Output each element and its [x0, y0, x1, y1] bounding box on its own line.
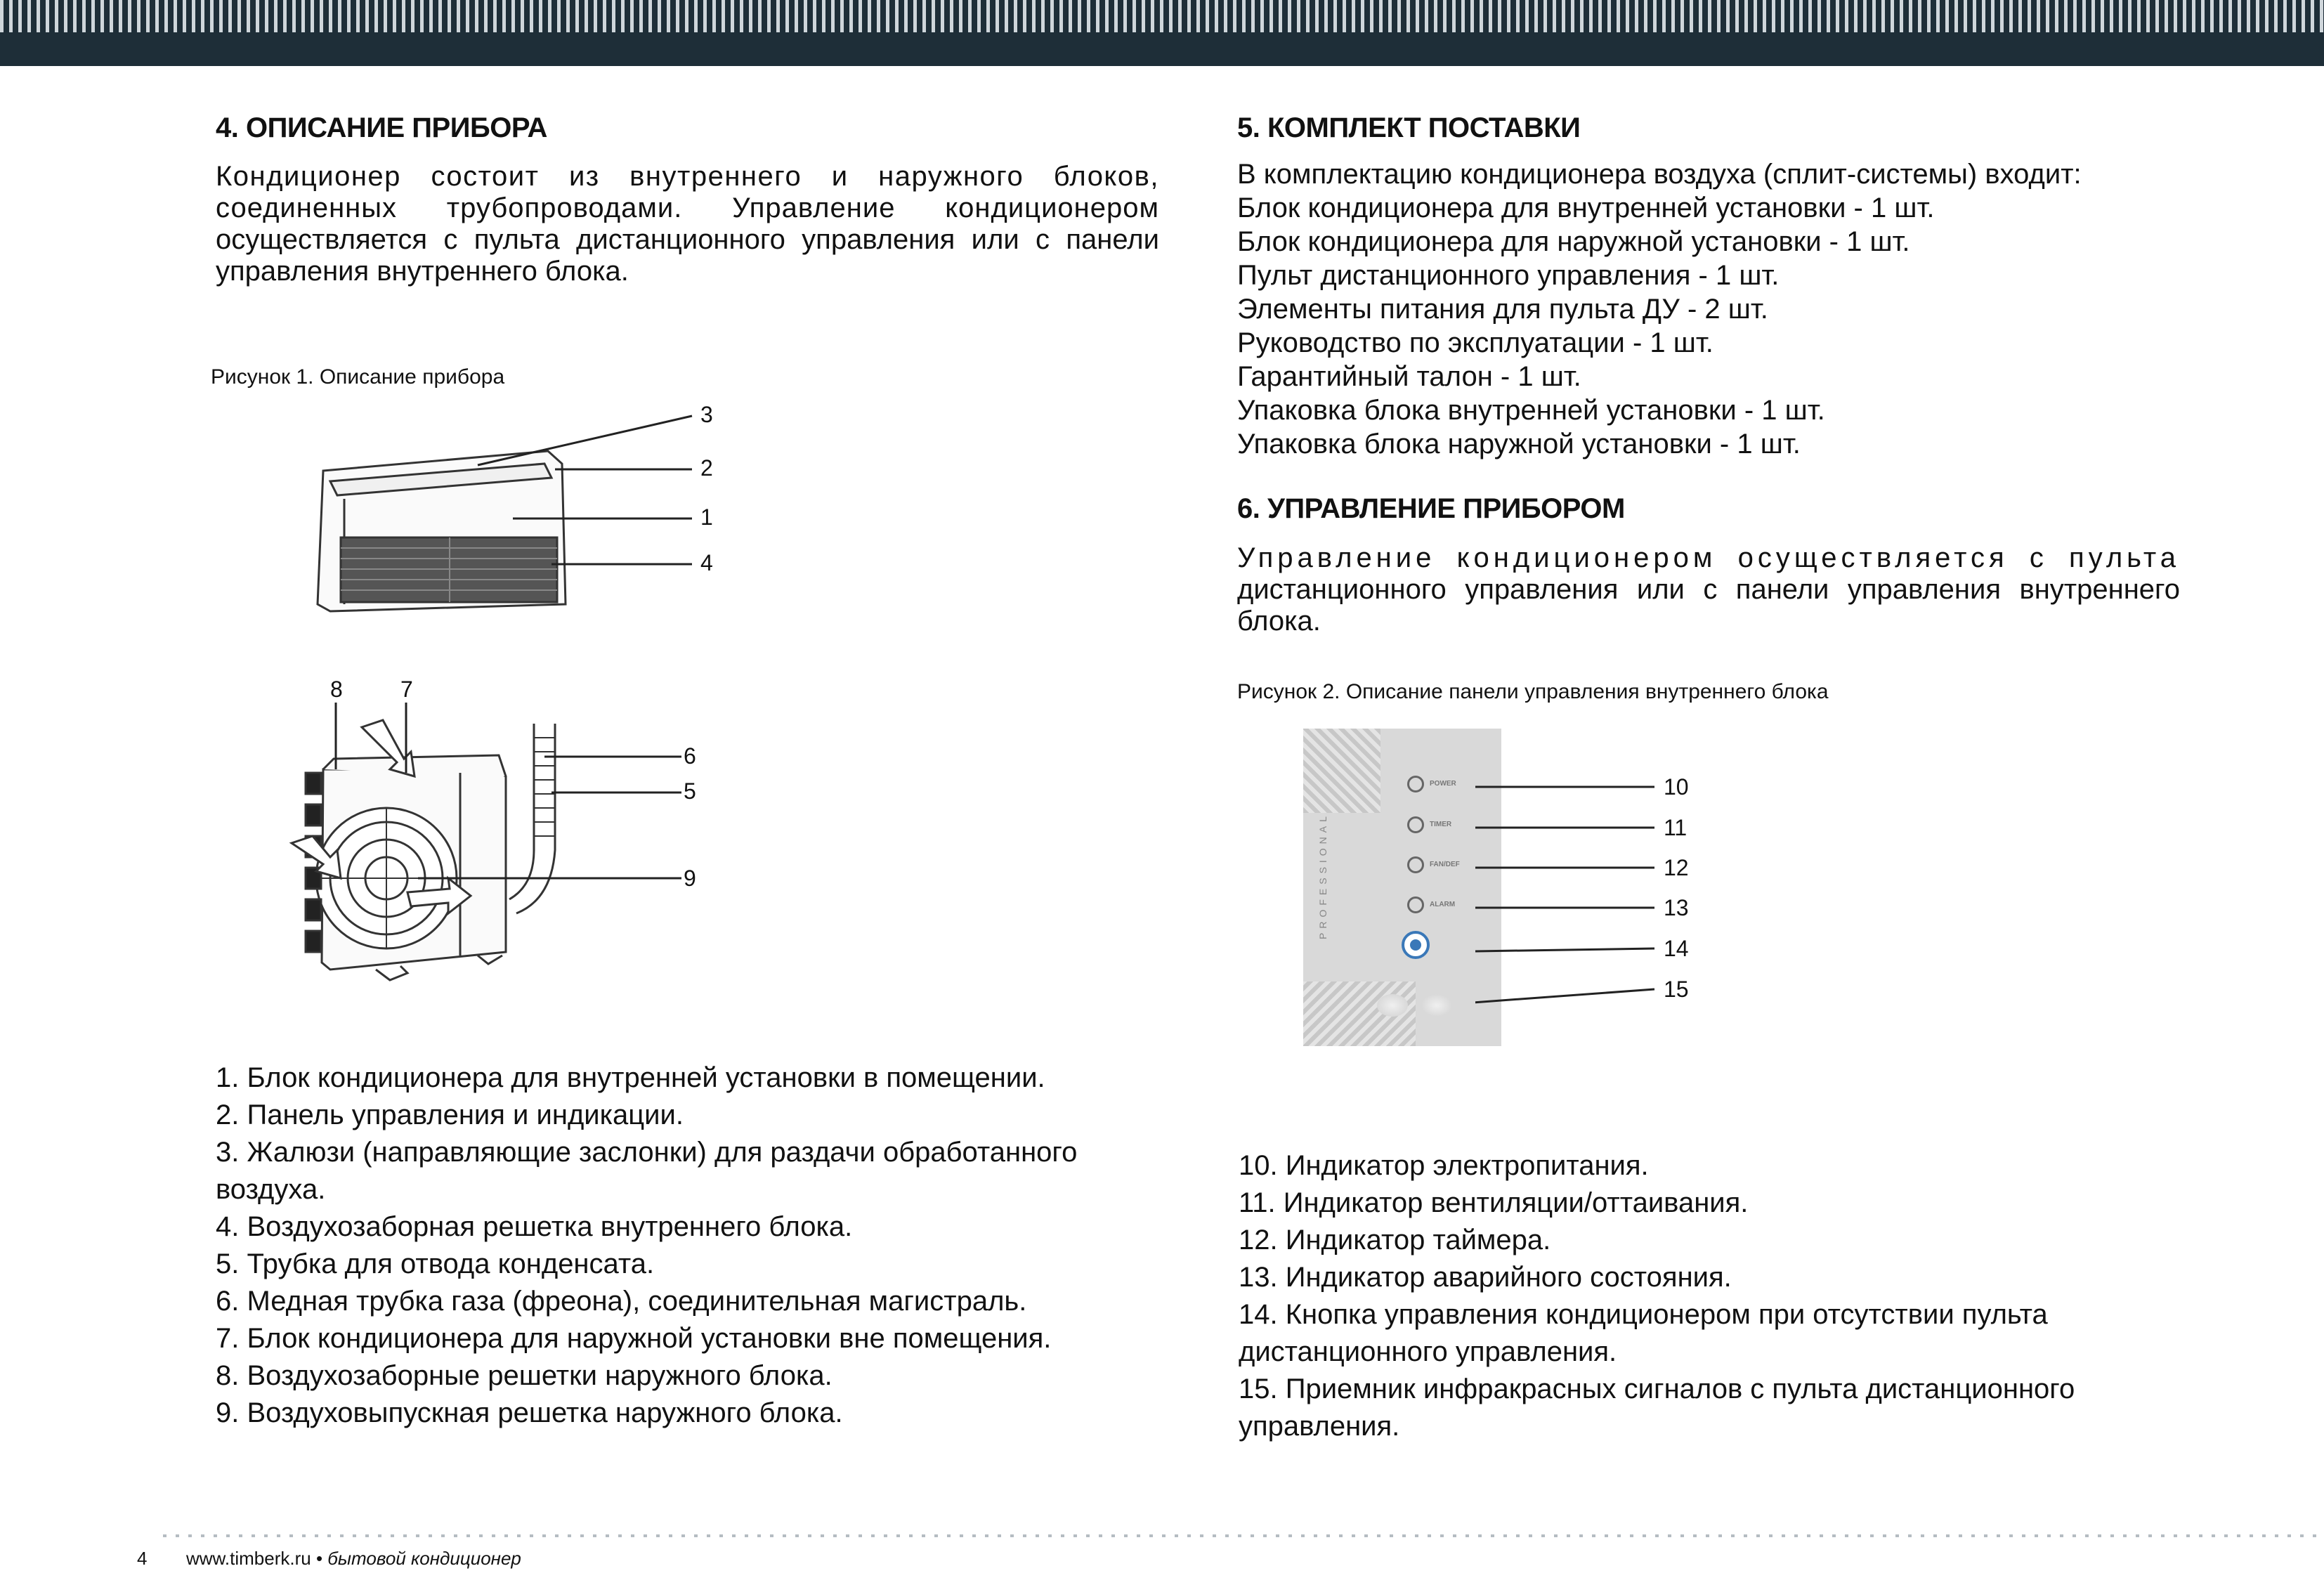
section-title-kit: 5. КОМПЛЕКТ ПОСТАВКИ: [1237, 112, 1581, 143]
control-button[interactable]: [1402, 931, 1430, 959]
kit-item: Упаковка блока наружной установки - 1 шт.: [1237, 429, 1801, 459]
footer-line: [186, 1548, 521, 1570]
callout-7: 7: [400, 677, 413, 702]
pipe-drawing: [509, 724, 555, 913]
control-line: дистанционного управления или с панели управления внутреннего: [1237, 574, 2180, 605]
control-button-icon: [1410, 939, 1421, 951]
list-item: 15. Приемник инфракрасных сигналов с пульта дистанционного: [1239, 1374, 2075, 1404]
list-item: 2. Панель управления и индикации.: [216, 1100, 684, 1130]
timer-indicator-label: TIMER: [1430, 821, 1452, 828]
callout-3: 3: [700, 402, 713, 427]
callout-4: 4: [700, 550, 713, 575]
list-item: 10. Индикатор электропитания.: [1239, 1150, 1649, 1181]
component-list: [216, 1059, 1171, 1432]
fan-def-indicator-icon: [1407, 856, 1424, 873]
list-item: 14. Кнопка управления кондиционером при отсутствии пульта: [1239, 1299, 2048, 1330]
ir-receiver-icon: [1377, 994, 1408, 1017]
fan-def-indicator-label: FAN/DEF: [1430, 861, 1460, 868]
kit-item: Блок кондиционера для наружной установки - 1 шт.: [1237, 226, 1910, 257]
control-panel: [1303, 729, 1501, 1046]
footer-site-link[interactable]: www.timberk.ru: [186, 1548, 311, 1569]
page-number: 4: [137, 1548, 148, 1569]
list-item: 1. Блок кондиционера для внутренней установки в помещении.: [216, 1062, 1045, 1093]
kit-list: [1237, 157, 2221, 461]
callout-5: 5: [684, 778, 696, 804]
panel-items-list: [1239, 1147, 2222, 1445]
figure-1-diagram: [267, 393, 773, 998]
kit-item: Блок кондиционера для внутренней установки - 1 шт.: [1237, 193, 1935, 223]
callout-6: 6: [684, 743, 696, 769]
panel-brand-vertical: PROFESSIONAL: [1317, 812, 1329, 939]
panel-pattern-top: [1303, 729, 1380, 813]
intro-line: осуществляется с пульта дистанционного управления или с панели: [216, 224, 1159, 255]
control-line: Управление кондиционером осуществляется с пульта: [1237, 542, 2180, 573]
timer-indicator-icon: [1407, 816, 1424, 833]
callout-10: 10: [1664, 774, 1689, 800]
callout-1: 1: [700, 504, 713, 530]
list-item: 7. Блок кондиционера для наружной установки вне помещения.: [216, 1323, 1052, 1354]
intro-line: Кондиционер состоит из внутреннего и наружного блоков,: [216, 161, 1159, 192]
alarm-indicator-label: ALARM: [1430, 901, 1456, 908]
list-item: 5. Трубка для отвода конденсата.: [216, 1248, 655, 1279]
section-title-control: 6. УПРАВЛЕНИЕ ПРИБОРОМ: [1237, 493, 1625, 524]
kit-item: Гарантийный талон - 1 шт.: [1237, 361, 1581, 392]
list-item: 12. Индикатор таймера.: [1239, 1225, 1551, 1255]
footer-separator: •: [315, 1548, 323, 1569]
description-intro: [216, 161, 1159, 287]
list-item: дистанционного управления.: [1239, 1336, 1617, 1367]
kit-item: Пульт дистанционного управления - 1 шт.: [1237, 260, 1780, 291]
list-item: 6. Медная трубка газа (фреона), соединительная магистраль.: [216, 1286, 1027, 1317]
power-indicator-icon: [1407, 776, 1424, 792]
control-line: блока.: [1237, 606, 1321, 637]
alarm-indicator-icon: [1407, 896, 1424, 913]
callout-12: 12: [1664, 855, 1689, 880]
list-item: 4. Воздухозаборная решетка внутреннего блока.: [216, 1211, 853, 1242]
list-item: 8. Воздухозаборные решетки наружного блока.: [216, 1360, 833, 1391]
figure-1-caption: Рисунок 1. Описание прибора: [211, 365, 505, 389]
callout-15: 15: [1664, 977, 1689, 1002]
list-item: 3. Жалюзи (направляющие заслонки) для раздачи обработанного: [216, 1137, 1078, 1168]
figure-2-caption: Рисунок 2. Описание панели управления внутреннего блока: [1237, 680, 1829, 703]
kit-item: Руководство по эксплуатации - 1 шт.: [1237, 327, 1713, 358]
kit-item: Элементы питания для пульта ДУ - 2 шт.: [1237, 294, 1768, 325]
panel-leader-lines: [1475, 773, 1658, 1012]
callout-14: 14: [1664, 936, 1689, 961]
intro-line: управления внутреннего блока.: [216, 256, 629, 287]
footer-divider: [163, 1534, 2324, 1537]
kit-item: В комплектацию кондиционера воздуха (сплит-системы) входит:: [1237, 159, 2082, 190]
indoor-unit-drawing: [318, 451, 566, 611]
callout-11: 11: [1664, 815, 1687, 840]
ir-receiver-icon: [1421, 994, 1452, 1017]
intro-line: соединенных трубопроводами. Управление кондиционером: [216, 193, 1159, 223]
list-item: воздуха.: [216, 1174, 326, 1205]
power-indicator-label: POWER: [1430, 780, 1456, 788]
footer-subtitle: бытовой кондиционер: [327, 1548, 521, 1569]
callout-2: 2: [700, 455, 713, 481]
section-title-description: 4. ОПИСАНИЕ ПРИБОРА: [216, 112, 547, 143]
callout-8: 8: [330, 677, 343, 702]
control-intro: [1237, 542, 2180, 637]
list-item: 13. Индикатор аварийного состояния.: [1239, 1262, 1732, 1293]
kit-item: Упаковка блока внутренней установки - 1 шт.: [1237, 395, 1825, 426]
callout-13: 13: [1664, 895, 1689, 920]
top-header-bar: [0, 0, 2324, 66]
list-item: управления.: [1239, 1411, 1400, 1442]
callout-9: 9: [684, 866, 696, 891]
header-stripes: [0, 0, 2324, 32]
list-item: 11. Индикатор вентиляции/оттаивания.: [1239, 1187, 1749, 1218]
list-item: 9. Воздуховыпускная решетка наружного блока.: [216, 1397, 843, 1428]
